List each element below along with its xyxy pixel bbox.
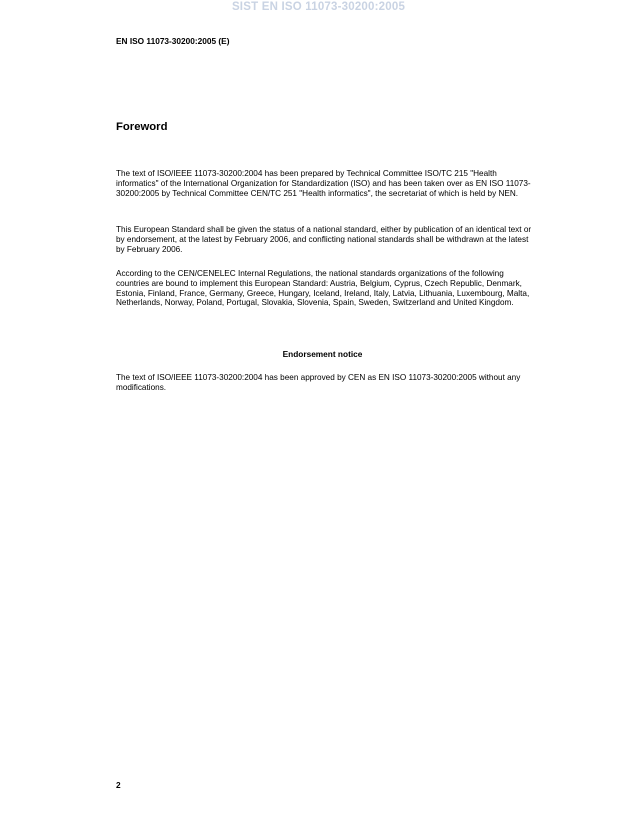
watermark-title: SIST EN ISO 11073-30200:2005: [231, 1, 406, 13]
endorsement-paragraph: The text of ISO/IEEE 11073-30200:2004 has been approved by CEN as EN ISO 11073-30200:2005 without any modifications.: [116, 373, 521, 392]
foreword-heading: Foreword: [116, 121, 168, 133]
document-id-header: EN ISO 11073-30200:2005 (E): [116, 36, 230, 46]
endorsement-heading: Endorsement notice: [282, 349, 363, 359]
foreword-paragraph-2: This European Standard shall be given the status of a national standard, either by publication of an identical text or by endorsement, at the latest by February 2006, and conflicting national standards shall be withdrawn at the latest by February 2006.: [116, 225, 532, 254]
page-number: 2: [116, 780, 121, 790]
foreword-paragraph-3: According to the CEN/CENELEC Internal Regulations, the national standards organizations of the following countries are bound to implement this European Standard: Austria, Belgium, Cyprus, Czech Republic, Denmark, Estonia, Finland, France, Germany, Greece, Hungary, Iceland, Ireland, Italy, Latvia, Lithuania, Luxembourg, Malta, Netherlands, Norway, Poland, Portugal, Slovakia, Slovenia, Spain, Sweden, Switzerland and United Kingdom.: [116, 269, 530, 308]
foreword-paragraph-1: The text of ISO/IEEE 11073-30200:2004 has been prepared by Technical Committee ISO/TC 215 "Health informatics" of the International Organization for Standardization (ISO) and has been taken over as EN ISO 11073-30200:2005 by Technical Committee CEN/TC 251 "Health informatics", the secretariat of which is held by NEN.: [116, 169, 531, 198]
